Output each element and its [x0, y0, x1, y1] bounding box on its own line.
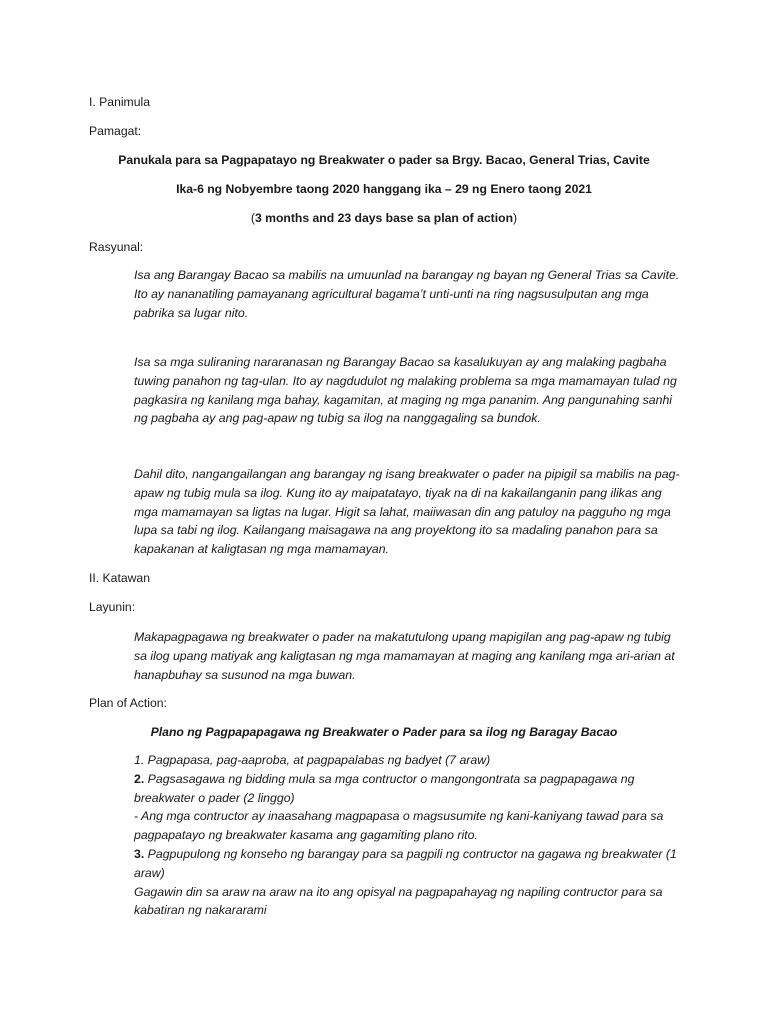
date-range: Ika-6 ng Nobyembre taong 2020 hanggang ika – 29 ng Enero taong 2021: [176, 182, 592, 196]
section-panimula: I. Panimula: [89, 95, 150, 109]
plan-steps-list: [134, 751, 682, 920]
plan-step-2-number: 2.: [134, 771, 145, 786]
plan-step-3-number: 3.: [134, 846, 145, 861]
rasyunal-paragraph-3: Dahil dito, nangangailangan ang barangay ng isang breakwater o pader na pipigil sa mabilis na pag-apaw ng tubig mula sa ilog. Kung ito ay maipatatayo, tiyak na di na kakailanganin pang ilikas ang mga mamamayan sa ligtas na lugar. Higit sa lahat, maiiwasan din ang patuloy na pagguho ng mga lupa sa tabi ng ilog. Kailangang maisagawa na ang proyektong ito sa madaling panahon para sa kapakanan at kaligtasan ng mga mamamayan.: [134, 467, 680, 557]
plan-step-3: [134, 845, 682, 883]
duration-line: [0, 211, 768, 225]
section-katawan: II. Katawan: [89, 571, 150, 585]
duration-text: 3 months and 23 days base sa plan of action: [254, 211, 514, 225]
plan-step-2: [134, 770, 682, 808]
plan-of-action-label: Plan of Action:: [89, 696, 167, 710]
duration-close-paren: ): [513, 211, 518, 225]
plan-step-3-text: Pagpupulong ng konseho ng barangay para sa pagpili ng contructor na gagawa ng breakwater (1 araw): [134, 846, 677, 880]
layunin-paragraph: Makapagpagawa ng breakwater o pader na makatutulong upang mapigilan ang pag-apaw ng tubig sa ilog upang matiyak ang kaligtasan ng mga mamamayan at maging ang kanilang mga ari-arian at hanapbuhay sa susunod na mga buwan.: [134, 630, 675, 682]
plan-title: Plano ng Pagpapapagawa ng Breakwater o Pader para sa ilog ng Baragay Bacao: [150, 725, 618, 739]
plan-step-1: 1. Pagpapasa, pag-aaproba, at pagpapalabas ng badyet (7 araw): [134, 753, 491, 767]
plan-step-3-note: Gagawin din sa araw na araw na ito ang opisyal na pagpapahayag ng napiling contructor para sa kabatiran ng nakararami: [134, 884, 663, 918]
rasyunal-label: Rasyunal:: [89, 240, 144, 254]
plan-step-2-text: Pagsasagawa ng bidding mula sa mga contructor o mangongontrata sa pagpapagawa ng breakwater o pader (2 linggo): [134, 771, 635, 805]
pamagat-label: Pamagat:: [89, 124, 142, 138]
rasyunal-paragraph-2: Isa sa mga suliraning nararanasan ng Barangay Bacao sa kasalukuyan ay ang malaking pagbaha tuwing panahon ng tag-ulan. Ito ay nagdudulot ng malaking problema sa mga mamamayan tulad ng pagkasira ng kanilang mga bahay, kagamitan, at maging ng mga pananim. Ang pangunahing sanhi ng pagbaha ay ang pag-apaw ng tubig sa ilog na nanggagaling sa bundok.: [134, 355, 677, 426]
duration-open-paren: (: [250, 211, 255, 225]
plan-step-2-note: - Ang mga contructor ay inaasahang magpapasa o magsusumite ng kani-kaniyang tawad para sa pagpapatayo ng breakwater kasama ang gagamiting plano rito.: [134, 809, 664, 843]
rasyunal-paragraph-1: Isa ang Barangay Bacao sa mabilis na umuunlad na barangay ng bayan ng General Trias sa Cavite. Ito ay nananatiling pamayanang agricultural bagama’t unti-unti na ring nagsusulputan ang mga pabrika sa lugar nito.: [134, 268, 680, 320]
layunin-label: Layunin:: [89, 600, 136, 614]
document-title: Panukala para sa Pagpapatayo ng Breakwater o pader sa Brgy. Bacao, General Trias, Cavite: [118, 153, 650, 167]
